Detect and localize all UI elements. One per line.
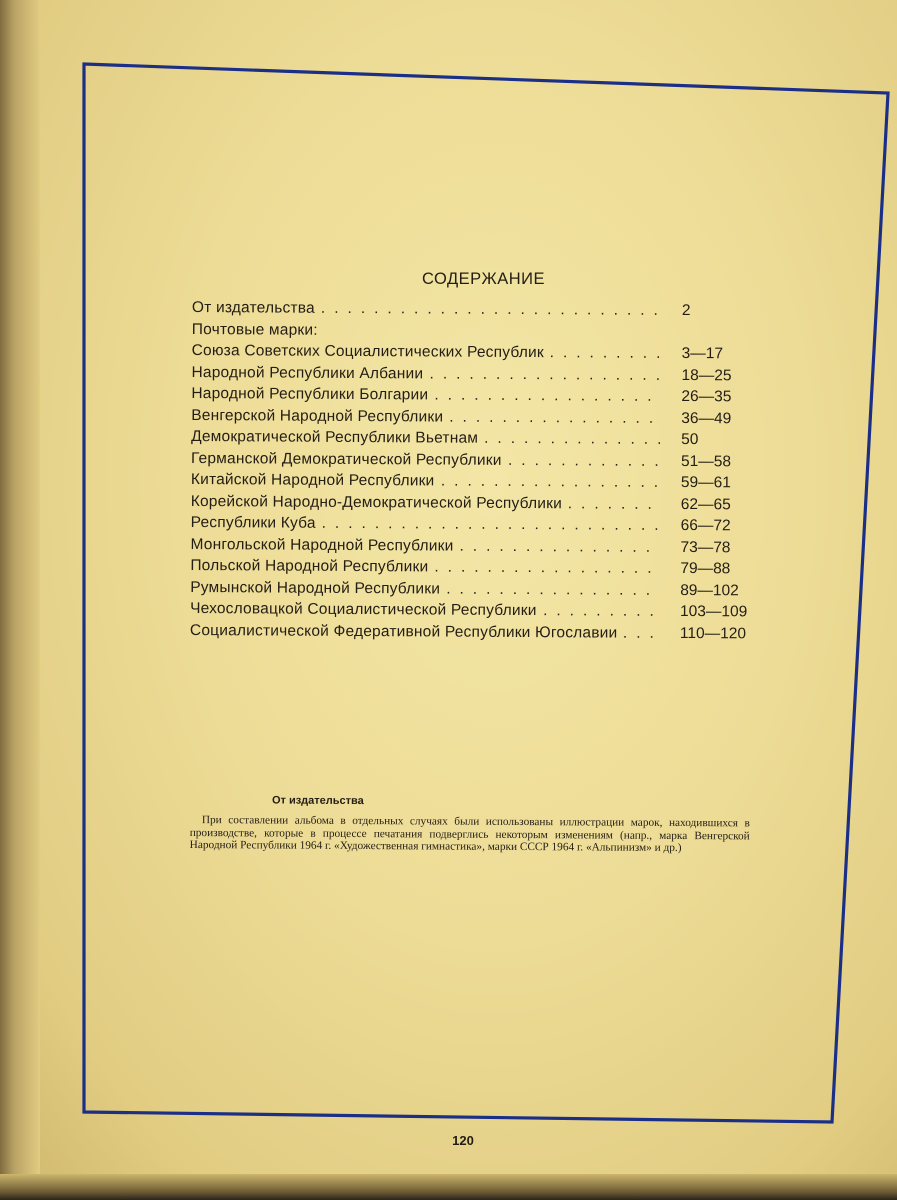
toc-entry-label: Союза Советских Социалистических Республик: [191, 341, 544, 362]
toc-leader-dots: .................: [434, 558, 661, 577]
toc-leader-dots: .................: [440, 472, 668, 491]
toc-leader-dots: ..........................: [321, 514, 668, 534]
toc-entry: [190, 619, 760, 644]
toc-leader-dots: .......: [567, 494, 661, 513]
toc-entry-label: Монгольской Народной Республики: [190, 535, 454, 555]
toc-entry-pages: 36—49: [681, 409, 732, 427]
page-number: 120: [452, 1133, 474, 1148]
toc-entry-label: Румынской Народной Республики: [190, 578, 441, 598]
toc-entry-pages: 89—102: [680, 581, 739, 599]
toc-leader-dots: ............: [507, 451, 668, 470]
toc-leader-dots: .................: [434, 386, 661, 405]
toc-entry-pages: 73—78: [680, 538, 731, 556]
toc-entry-label: От издательства: [191, 298, 315, 317]
toc-entry-label: Республики Куба: [190, 513, 316, 532]
toc-entry-pages: 110—120: [679, 624, 747, 642]
toc-leader-dots: ..............: [484, 429, 671, 448]
toc-leader-dots: ................: [449, 408, 663, 427]
toc-entry-pages: 3—17: [681, 344, 724, 363]
toc-entry-pages: 103—109: [680, 602, 748, 621]
toc-entry-label: Народной Республики Болгарии: [191, 384, 429, 404]
table-of-contents: [190, 297, 762, 644]
toc-entry-pages: 79—88: [680, 559, 731, 578]
book-spine-edge: [0, 0, 40, 1200]
toc-entry-label: Почтовые марки:: [191, 320, 318, 339]
contents-title: СОДЕРЖАНИЕ: [421, 270, 546, 288]
page-bottom-edge: [0, 1174, 897, 1200]
toc-entry-pages: 50: [681, 430, 699, 449]
toc-leader-dots: ................: [446, 580, 660, 599]
toc-entry-label: Демократической Республики Вьетнам: [191, 427, 479, 447]
toc-leader-dots: ..................: [429, 364, 670, 384]
toc-entry-pages: 26—35: [681, 387, 732, 406]
toc-entry-pages: 62—65: [680, 495, 731, 513]
toc-entry-label: Корейской Народно-Демократической Республики: [190, 492, 563, 512]
toc-leader-dots: ..........................: [320, 299, 667, 319]
toc-leader-dots: ...: [622, 624, 663, 642]
toc-entry-label: Социалистической Федеративной Республики Югославии: [189, 621, 618, 642]
publisher-note-title: От издательства: [271, 794, 364, 808]
toc-entry-pages: 66—72: [680, 516, 731, 535]
toc-entry-pages: 18—25: [681, 366, 732, 384]
publisher-note-body: При составлении альбома в отдельных случаях были использованы иллюстрации марок, находившихся в производстве, которые в процессе печатания подверглись некоторым изменениям (напр., марка Венгерской Народной Республики 1964 г. «Художественная гимнастика», марки СССР 1964 г. «Альпинизм» и др.): [189, 814, 750, 855]
toc-leader-dots: .........: [543, 602, 663, 620]
toc-entry-label: Германской Демократической Республики: [190, 449, 502, 469]
toc-entry-pages: 59—61: [680, 473, 731, 492]
toc-entry-pages: 2: [681, 301, 691, 320]
toc-entry-label: Китайской Народной Республики: [190, 470, 435, 490]
toc-entry-pages: 51—58: [680, 452, 732, 470]
toc-entry-label: Венгерской Народной Республики: [191, 406, 444, 426]
toc-leader-dots: .........: [549, 344, 670, 362]
publisher-note: [190, 794, 760, 855]
toc-entry-label: Чехословацкой Социалистической Республики: [190, 599, 537, 620]
toc-entry-label: Польской Народной Республики: [190, 556, 429, 576]
toc-leader-dots: ...............: [459, 537, 660, 556]
toc-entry-label: Народной Республики Албании: [191, 363, 424, 382]
